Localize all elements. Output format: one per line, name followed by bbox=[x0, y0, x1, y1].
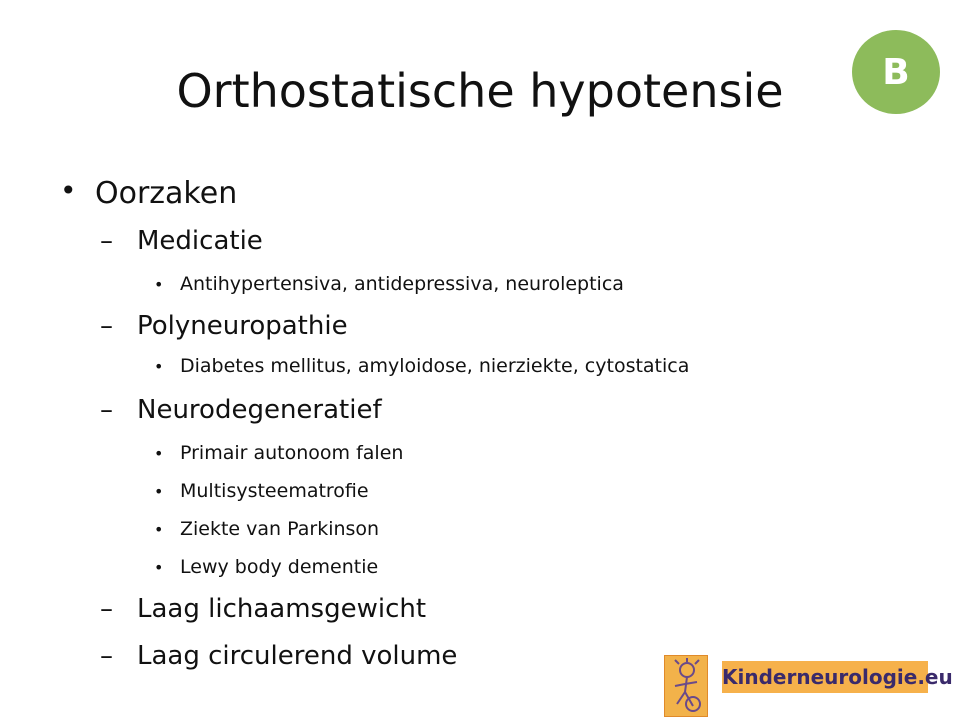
dash-marker: – bbox=[100, 311, 113, 341]
bullet-dot: • bbox=[154, 520, 164, 539]
list-item: Lewy body dementie bbox=[180, 556, 379, 578]
bullet-dot: • bbox=[60, 174, 77, 207]
list-item: Multisysteematrofie bbox=[180, 480, 369, 502]
list-item: Ziekte van Parkinson bbox=[180, 518, 380, 540]
child-figure-logo-icon bbox=[664, 655, 708, 717]
bullet-dot: • bbox=[154, 275, 164, 294]
dash-marker: – bbox=[100, 395, 113, 425]
group-label-circulerend-volume: Laag circulerend volume bbox=[137, 641, 458, 671]
group-label-polyneuropathie: Polyneuropathie bbox=[137, 311, 348, 341]
group-label-medicatie: Medicatie bbox=[137, 226, 263, 256]
logo-text: Kinderneurologie.eu bbox=[722, 661, 928, 693]
bullet-dot: • bbox=[154, 444, 164, 463]
dash-marker: – bbox=[100, 226, 113, 256]
bullet-dot: • bbox=[154, 558, 164, 577]
dash-marker: – bbox=[100, 641, 113, 671]
bullet-dot: • bbox=[154, 357, 164, 376]
bullet-dot: • bbox=[154, 482, 164, 501]
list-item: Primair autonoom falen bbox=[180, 442, 404, 464]
group-label-lichaamsgewicht: Laag lichaamsgewicht bbox=[137, 594, 427, 624]
heading-oorzaken: Oorzaken bbox=[95, 176, 238, 211]
list-item: Diabetes mellitus, amyloidose, nierziekte, cytostatica bbox=[180, 355, 690, 377]
list-item: Antihypertensiva, antidepressiva, neuroleptica bbox=[180, 273, 624, 295]
kinderneurologie-logo bbox=[664, 655, 953, 715]
section-badge: B bbox=[852, 30, 940, 114]
dash-marker: – bbox=[100, 594, 113, 624]
slide-title: Orthostatische hypotensie bbox=[176, 64, 784, 118]
group-label-neurodegeneratief: Neurodegeneratief bbox=[137, 395, 382, 425]
